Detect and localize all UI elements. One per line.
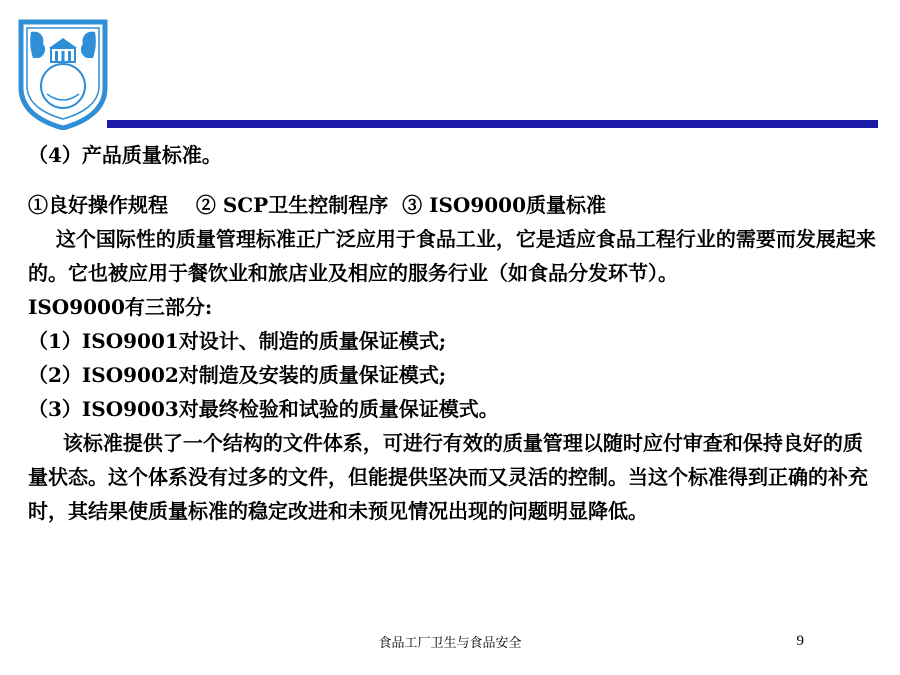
part-item-2: （2）ISO9002对制造及安装的质量保证模式; <box>28 363 447 387</box>
part-item-3: （3）ISO9003对最终检验和试验的质量保证模式。 <box>28 397 499 421</box>
standards-list-line: ①良好操作规程 ② SCP卫生控制程序 ③ ISO9000质量标准 <box>28 193 606 217</box>
page-number: 9 <box>796 633 804 649</box>
parts-title: ISO9000有三部分: <box>28 295 213 319</box>
slide-body <box>28 138 878 528</box>
university-logo <box>17 18 109 130</box>
summary-paragraph: 该标准提供了一个结构的文件体系，可进行有效的质量管理以随时应付审查和保持良好的质量状态。这个体系没有过多的文件，但能提供坚决而又灵活的控制。当这个标准得到正确的补充时，其结果使质量标准的稳定改进和未预见情况出现的问题明显降低。 <box>28 431 868 523</box>
part-item-1: （1）ISO9001对设计、制造的质量保证模式; <box>28 329 447 353</box>
header-rule <box>107 120 878 128</box>
spacer <box>28 172 878 188</box>
section-heading: （4）产品质量标准。 <box>28 143 222 167</box>
intro-paragraph: 这个国际性的质量管理标准正广泛应用于食品工业，它是适应食品工程行业的需要而发展起来的。它也被应用于餐饮业和旅店业及相应的服务行业（如食品分发环节）。 <box>28 227 876 285</box>
footer-title: 食品工厂卫生与食品安全 <box>378 636 522 651</box>
